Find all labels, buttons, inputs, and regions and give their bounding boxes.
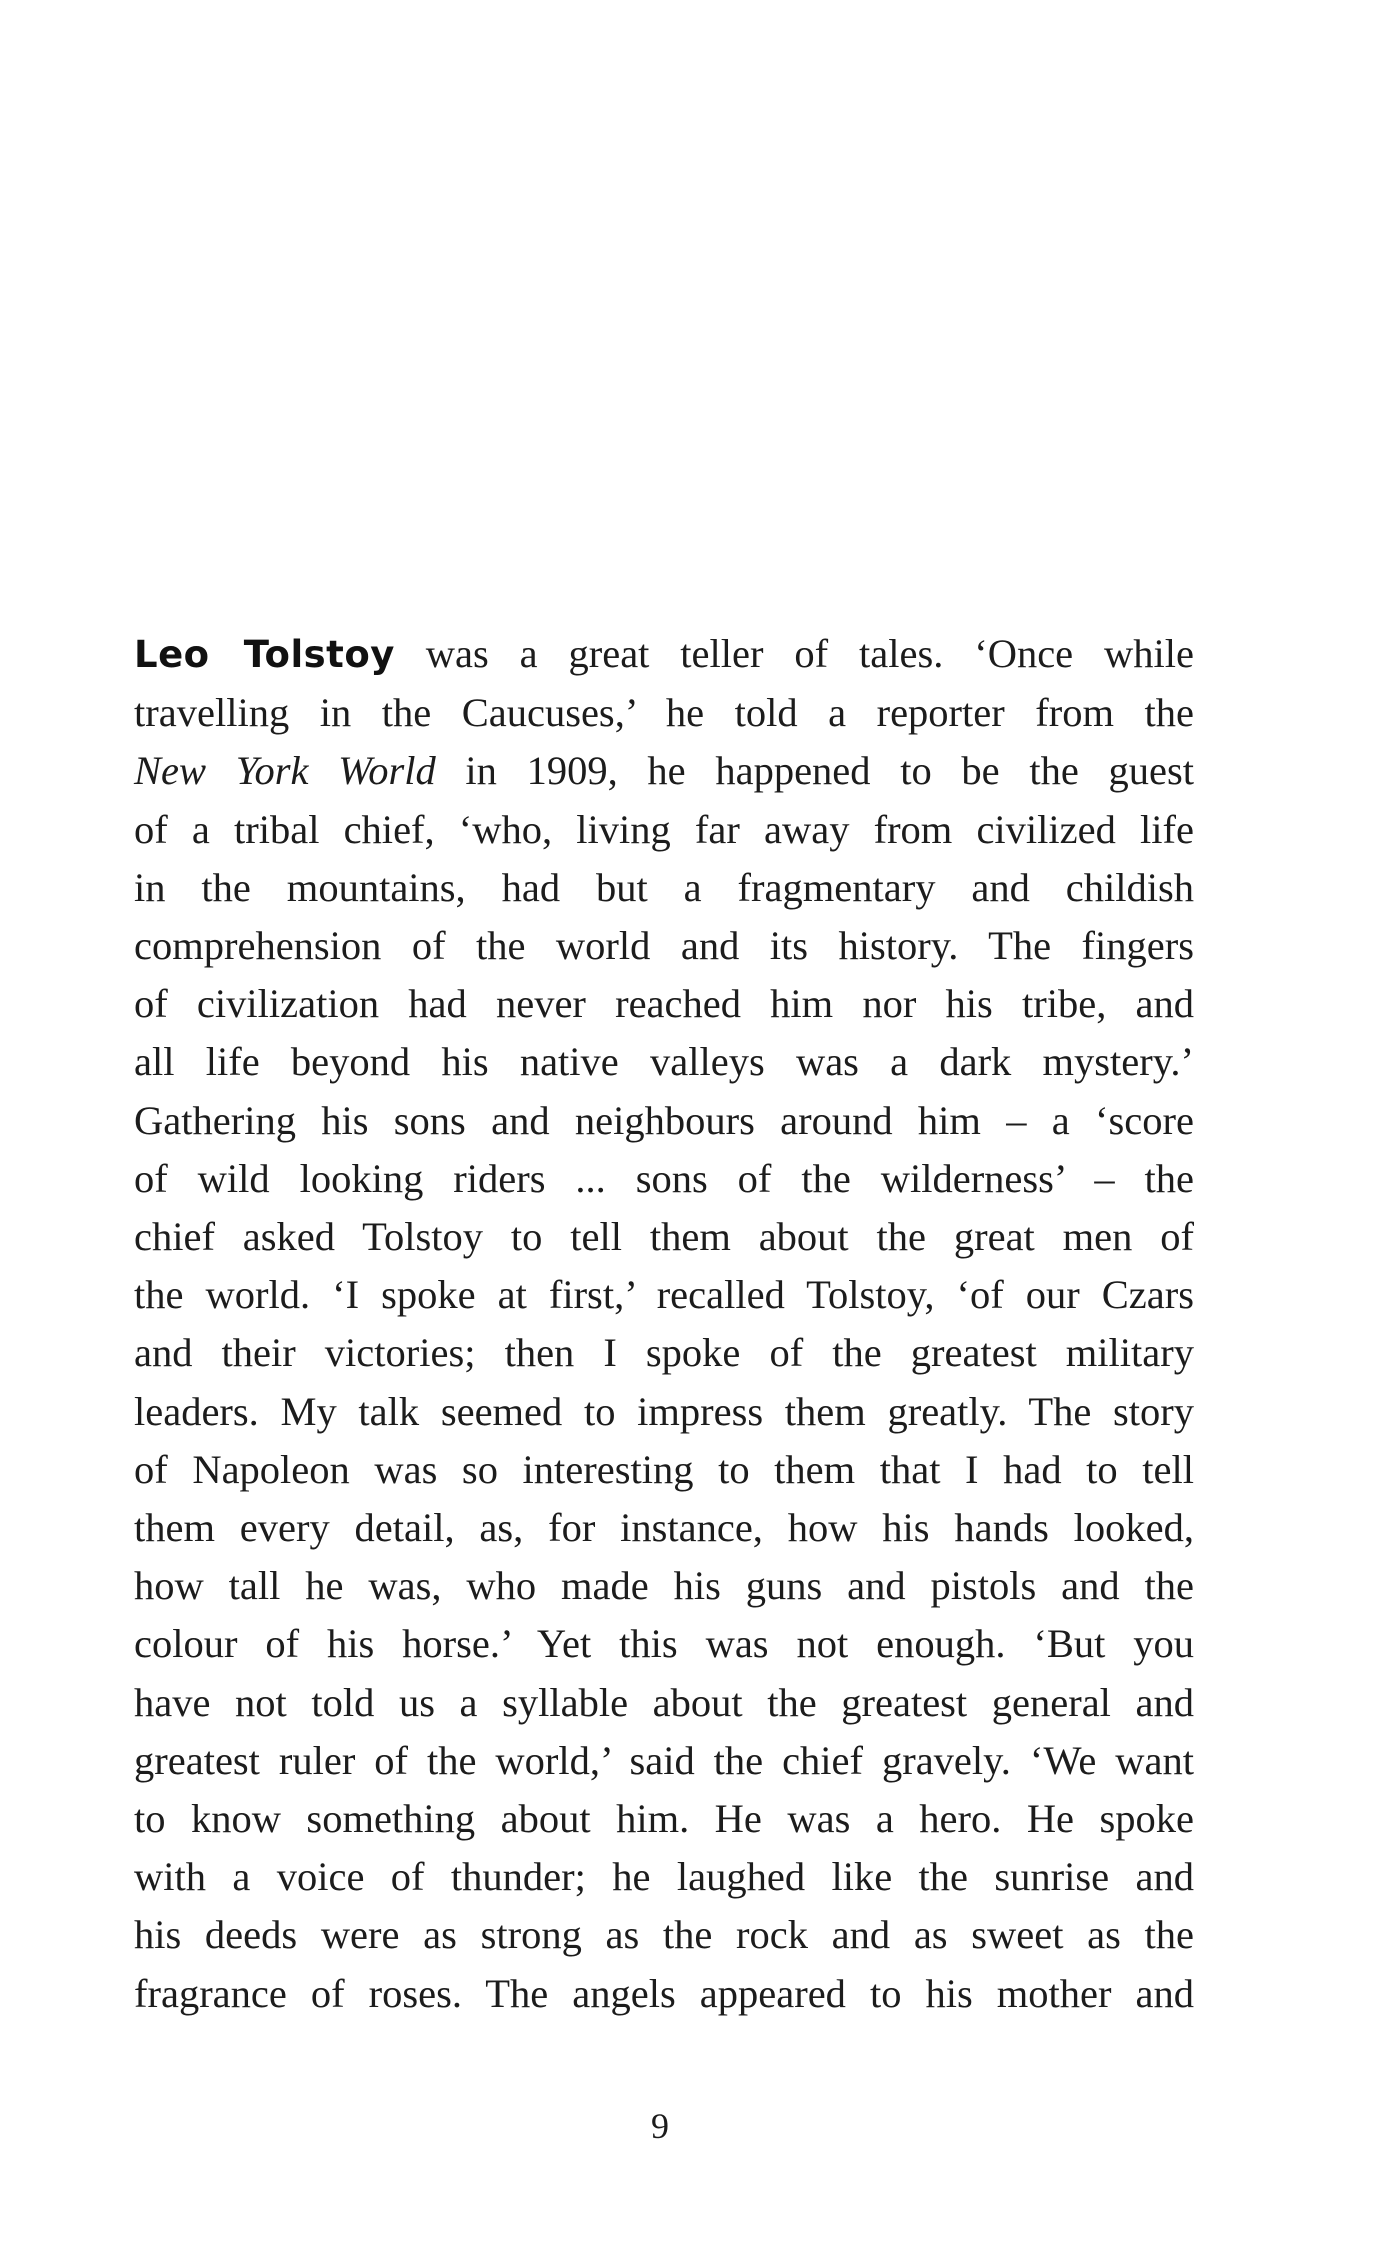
text-line xyxy=(134,859,1194,917)
line-text: all life beyond his native valleys was a dark mystery.’ xyxy=(134,1039,1194,1085)
line-text: of wild looking riders ... sons of the wilderness’ – the xyxy=(134,1155,1194,1201)
text-line xyxy=(134,684,1194,742)
text-line xyxy=(134,1324,1194,1382)
text-line xyxy=(134,1674,1194,1732)
text-line xyxy=(134,1441,1194,1499)
text-line xyxy=(134,1615,1194,1673)
text-line xyxy=(134,1557,1194,1615)
line-text: the world. ‘I spoke at first,’ recalled Tolstoy, ‘of our Czars xyxy=(134,1272,1194,1318)
line-text: with a voice of thunder; he laughed like the sunrise and xyxy=(134,1854,1194,1900)
text-line xyxy=(134,1848,1194,1906)
line-text: to know something about him. He was a hero. He spoke xyxy=(134,1796,1194,1842)
author-name: Leo Tolstoy xyxy=(134,633,395,676)
text-line xyxy=(134,1208,1194,1266)
line-text: greatest ruler of the world,’ said the chief gravely. ‘We want xyxy=(134,1737,1194,1783)
newspaper-title: New York World xyxy=(134,748,436,794)
line-text: of Napoleon was so interesting to them that I had to tell xyxy=(134,1446,1194,1492)
line-text: in 1909, he happened to be the guest xyxy=(435,748,1194,794)
line-text: how tall he was, who made his guns and pistols and the xyxy=(134,1563,1194,1609)
text-line xyxy=(134,1266,1194,1324)
text-line xyxy=(134,1499,1194,1557)
page-number: 9 xyxy=(651,2106,669,2146)
text-line xyxy=(134,1092,1194,1150)
text-line xyxy=(134,1790,1194,1848)
line-text: them every detail, as, for instance, how his hands looked, xyxy=(134,1505,1194,1551)
text-line xyxy=(134,1906,1194,1964)
line-text: have not told us a syllable about the greatest general and xyxy=(134,1679,1194,1725)
line-text: colour of his horse.’ Yet this was not enough. ‘But you xyxy=(134,1621,1194,1667)
line-text: comprehension of the world and its history. The fingers xyxy=(134,923,1194,969)
text-line xyxy=(134,801,1194,859)
text-line xyxy=(134,1150,1194,1208)
line-text: chief asked Tolstoy to tell them about the great men of xyxy=(134,1214,1194,1260)
text-line xyxy=(134,1033,1194,1091)
text-line xyxy=(134,917,1194,975)
line-text: was a great teller of tales. ‘Once while xyxy=(394,631,1194,676)
line-text: fragrance of roses. The angels appeared to his mother and xyxy=(134,1970,1194,2016)
line-text: his deeds were as strong as the rock and as sweet as the xyxy=(134,1912,1194,1958)
text-line xyxy=(134,1383,1194,1441)
line-text: leaders. My talk seemed to impress them greatly. The story xyxy=(134,1388,1194,1434)
text-line xyxy=(134,1965,1194,2023)
line-text: and their victories; then I spoke of the greatest military xyxy=(134,1330,1194,1376)
line-text: in the mountains, had but a fragmentary and childish xyxy=(134,864,1194,910)
text-line xyxy=(134,742,1194,800)
line-text: of a tribal chief, ‘who, living far away from civilized life xyxy=(134,806,1194,852)
text-line xyxy=(134,1732,1194,1790)
text-line xyxy=(134,625,1194,684)
line-text: Gathering his sons and neighbours around him – a ‘score xyxy=(134,1097,1194,1143)
line-text: of civilization had never reached him nor his tribe, and xyxy=(134,981,1194,1027)
line-text: travelling in the Caucuses,’ he told a reporter from the xyxy=(134,690,1194,736)
body-paragraph xyxy=(134,625,1194,2023)
text-line xyxy=(134,975,1194,1033)
